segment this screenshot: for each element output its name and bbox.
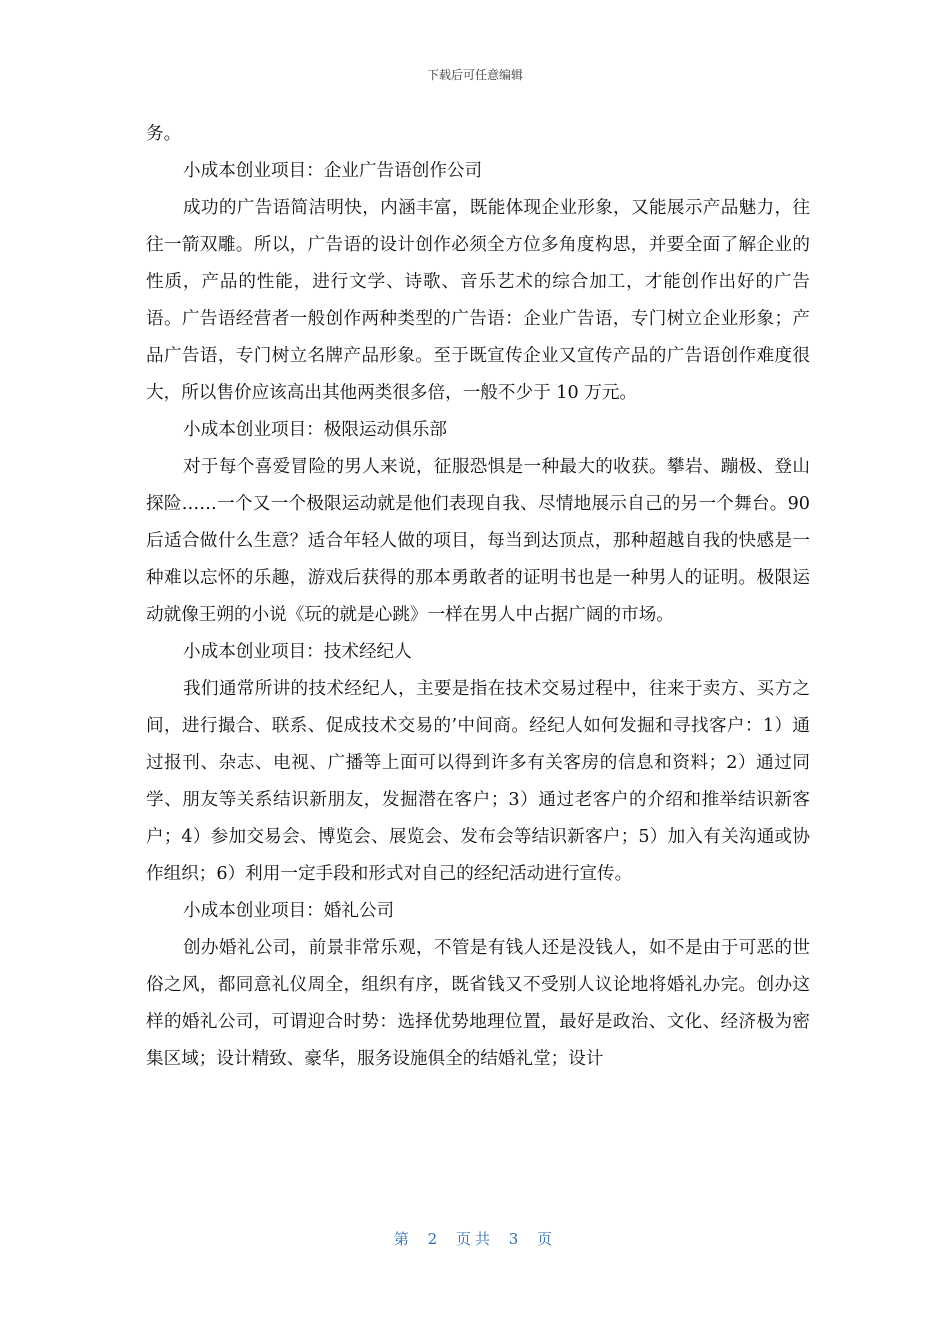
paragraph: 对于每个喜爱冒险的男人来说，征服恐惧是一种最大的收获。攀岩、蹦极、登山探险……一个又一个极限运动就是他们表现自我、尽情地展示自己的另一个舞台。90 后适合做什么生意？适合年轻人做的项目，每当到达顶点，那种超越自我的快感是一种难以忘怀的乐趣，游戏后获得的那本勇敢者的证明书也是一种男人的证明。极限运动就像王朔的小说《玩的就是心跳》一样在男人中占据广阔的市场。 — [146, 457, 810, 625]
paragraph: 务。 — [146, 124, 182, 144]
document-body — [146, 116, 810, 1078]
paragraph: 成功的广告语简洁明快，内涵丰富，既能体现企业形象，又能展示产品魅力，往往一箭双雕。所以，广告语的设计创作必须全方位多角度构思，并要全面了解企业的性质，产品的性能，进行文学、诗歌、音乐艺术的综合加工，才能创作出好的广告语。广告语经营者一般创作两种类型的广告语：企业广告语，专门树立企业形象；产品广告语，专门树立名牌产品形象。至于既宣传企业又宣传产品的广告语创作难度很大，所以售价应该高出其他两类很多倍，一般不少于 10 万元。 — [146, 198, 810, 403]
section-heading: 小成本创业项目：婚礼公司 — [183, 901, 395, 921]
page-number: 第 2 页共 3 页 — [393, 1230, 557, 1248]
paragraph: 我们通常所讲的技术经纪人，主要是指在技术交易过程中，往来于卖方、买方之间，进行撮合、联系、促成技术交易的’中间商。经纪人如何发掘和寻找客户：1）通过报刊、杂志、电视、广播等上面可以得到许多有关客房的信息和资料；2）通过同学、朋友等关系结识新朋友，发掘潜在客户；3）通过老客户的介绍和推举结识新客户；4）参加交易会、博览会、展览会、发布会等结识新客户；5）加入有关沟通或协作组织；6）利用一定手段和形式对自己的经纪活动进行宣传。 — [146, 679, 810, 884]
section-heading: 小成本创业项目：极限运动俱乐部 — [183, 420, 447, 440]
section-heading: 小成本创业项目：企业广告语创作公司 — [183, 161, 483, 181]
section-heading: 小成本创业项目：技术经纪人 — [183, 642, 412, 662]
paragraph: 创办婚礼公司，前景非常乐观，不管是有钱人还是没钱人，如不是由于可恶的世俗之风，都同意礼仪周全，组织有序，既省钱又不受别人议论地将婚礼办完。创办这样的婚礼公司，可谓迎合时势：选择优势地理位置，最好是政治、文化、经济极为密集区域；设计精致、豪华，服务设施俱全的结婚礼堂；设计 — [146, 938, 810, 1069]
header-note: 下载后可任意编辑 — [426, 68, 523, 82]
